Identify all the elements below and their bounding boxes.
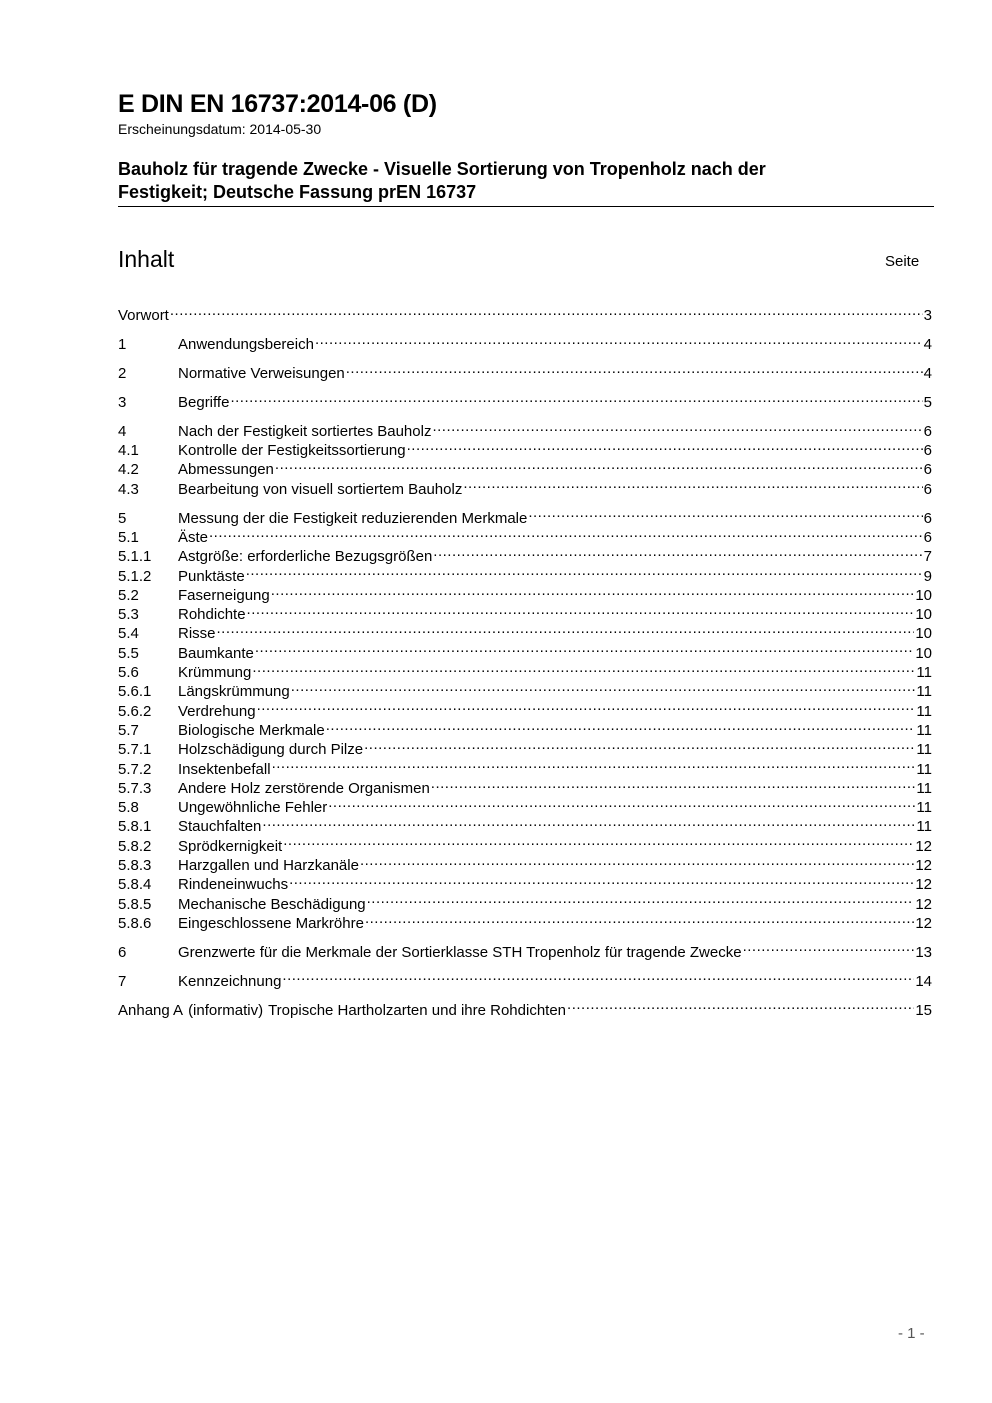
annex-label: Anhang A: [118, 1001, 184, 1019]
toc-leader: [252, 658, 915, 677]
toc-entry-text: Längskrümmung: [178, 683, 290, 701]
toc-leader: [432, 417, 922, 436]
toc-entry-page: 3: [923, 307, 932, 325]
toc-leader: [360, 851, 914, 870]
toc-entry-number: 5.7.3: [118, 779, 152, 797]
toc-entry-number: 7: [118, 972, 127, 990]
toc-entry-text: Krümmung: [178, 664, 252, 682]
toc-leader: [209, 523, 923, 542]
toc-leader: [365, 909, 914, 928]
toc-entry-text: Insektenbefall: [178, 760, 271, 778]
title-line: Festigkeit; Deutsche Fassung prEN 16737: [118, 182, 477, 202]
toc-leader: [346, 359, 923, 378]
toc-entry-page: 11: [916, 760, 932, 778]
toc-leader: [364, 735, 915, 754]
toc-entry-text: Ungewöhnliche Fehler: [178, 799, 328, 817]
toc-leader: [315, 330, 923, 349]
toc-entry-number: 5.8.3: [118, 856, 152, 874]
toc-entry-page: 12: [915, 914, 932, 932]
toc-entry-page: 9: [923, 567, 932, 585]
toc-entry-number: 5.2: [118, 586, 139, 604]
toc-entry-number: 5.1.2: [118, 567, 152, 585]
toc-entry[interactable]: [118, 301, 932, 325]
page-number: - 1 -: [898, 1325, 925, 1342]
toc-entry-text: Holzschädigung durch Pilze: [178, 741, 364, 759]
toc-entry-text: Verdrehung: [178, 702, 256, 720]
toc-entry-number: 5.7.2: [118, 760, 152, 778]
toc-entry-page: 10: [915, 644, 932, 662]
toc-entry-number: 1: [118, 336, 127, 354]
toc-leader: [247, 600, 915, 619]
toc-entry[interactable]: [118, 359, 932, 383]
toc-entry-text: Mechanische Beschädigung: [178, 895, 366, 913]
toc-entry-number: 3: [118, 393, 127, 411]
toc-leader: [217, 619, 915, 638]
toc-entry-text: Astgröße: erforderliche Bezugsgrößen: [178, 548, 433, 566]
toc-entry-page: 11: [916, 799, 932, 817]
toc-entry-text: Begriffe: [178, 393, 230, 411]
toc-entry-page: 6: [923, 442, 932, 460]
toc-entry-page: 12: [915, 837, 932, 855]
toc-entry-page: 11: [916, 818, 932, 836]
toc-leader: [743, 937, 915, 956]
toc-entry-text: Abmessungen: [178, 461, 274, 479]
toc-entry-number: 5.1: [118, 528, 139, 546]
toc-entry-number: 6: [118, 943, 127, 961]
toc-entry-page: 10: [915, 606, 932, 624]
toc-entry-page: 14: [915, 972, 932, 990]
toc-entry-number: 5.6: [118, 664, 139, 682]
toc-entry-page: 12: [915, 895, 932, 913]
toc-entry-number: 5.8: [118, 799, 139, 817]
toc-entry[interactable]: [118, 966, 932, 990]
toc-heading: Inhalt: [118, 246, 175, 272]
toc-entry-number: 5.3: [118, 606, 139, 624]
toc-leader: [289, 870, 914, 889]
toc-entry-text: Kontrolle der Festigkeitssortierung: [178, 442, 406, 460]
toc-leader: [257, 696, 916, 715]
toc-leader: [291, 677, 916, 696]
toc-entry-page: 5: [923, 393, 932, 411]
toc-entry-text: Faserneigung: [178, 586, 270, 604]
toc-entry-number: 5.6.2: [118, 702, 152, 720]
publication-date: Erscheinungsdatum: 2014-05-30: [118, 121, 322, 137]
toc-entry-page: 11: [916, 779, 932, 797]
toc-entry-text: Sprödkernigkeit: [178, 837, 283, 855]
toc-entry-page: 11: [916, 702, 932, 720]
toc-page-column-label: Seite: [885, 253, 920, 270]
toc-entry-text: Vorwort: [118, 307, 169, 325]
toc-entry-number: 5.6.1: [118, 683, 152, 701]
toc-entry-number: 5.8.6: [118, 914, 152, 932]
title-line: Bauholz für tragende Zwecke - Visuelle Sortierung von Tropenholz nach der: [118, 159, 766, 179]
toc-leader: [326, 716, 916, 735]
toc-entry-page: 4: [923, 336, 932, 354]
toc-leader: [230, 388, 922, 407]
toc-leader: [283, 831, 914, 850]
title-divider: [118, 206, 934, 207]
toc-leader: [433, 542, 922, 561]
toc-entry[interactable]: [118, 417, 932, 440]
toc-entry-text: Risse: [178, 625, 216, 643]
toc-entry-page: 11: [916, 721, 932, 739]
toc-entry[interactable]: [118, 330, 932, 354]
toc-entry-page: 12: [915, 876, 932, 894]
toc-entry-page: 6: [923, 461, 932, 479]
toc-leader: [567, 995, 914, 1014]
toc-entry-text: Messung der die Festigkeit reduzierenden Merkmale: [178, 509, 528, 527]
document-id: E DIN EN 16737:2014-06 (D): [118, 90, 437, 118]
toc-entry-number: 4.1: [118, 442, 139, 460]
toc-entry-number: 2: [118, 365, 127, 383]
toc-entry-text: Nach der Festigkeit sortiertes Bauholz: [178, 422, 432, 440]
toc-entry-number: 5.8.1: [118, 818, 152, 836]
toc-leader: [407, 436, 923, 455]
toc-entry-text: Biologische Merkmale: [178, 721, 325, 739]
toc-leader: [170, 301, 923, 320]
toc-entry-text: Baumkante: [178, 644, 254, 662]
toc-entry[interactable]: [118, 638, 932, 662]
toc-leader: [431, 774, 916, 793]
toc-entry-text: Grenzwerte für die Merkmale der Sortierklasse STH Tropenholz für tragende Zwecke: [178, 943, 742, 961]
toc-entry-number: 4: [118, 422, 127, 440]
toc-entry-number: 5.7: [118, 721, 139, 739]
toc-entry[interactable]: [118, 619, 932, 643]
toc-entry-number: 5.4: [118, 625, 139, 643]
table-of-contents: [118, 301, 932, 1019]
toc-entry-number: 5.7.1: [118, 741, 152, 759]
toc-entry[interactable]: [118, 937, 932, 961]
toc-leader: [272, 754, 916, 773]
annex-info-label: (informativ): [188, 1001, 264, 1019]
toc-entry-number: 4.3: [118, 480, 139, 498]
toc-entry-text: Bearbeitung von visuell sortiertem Bauholz: [178, 480, 463, 498]
toc-entry-text: Kennzeichnung: [178, 972, 282, 990]
toc-entry-page: 11: [916, 683, 932, 701]
toc-entry[interactable]: [118, 503, 932, 527]
toc-entry-number: 5: [118, 509, 127, 527]
toc-entry-page: 13: [915, 943, 932, 961]
toc-leader: [275, 455, 923, 474]
toc-leader: [255, 638, 914, 657]
toc-entry-annex[interactable]: [118, 995, 932, 1019]
toc-entry-page: 11: [916, 741, 932, 759]
toc-entry-text: Anwendungsbereich: [178, 336, 314, 354]
annex-title: Tropische Hartholzarten und ihre Rohdichten: [268, 1001, 567, 1019]
toc-leader: [246, 561, 923, 580]
toc-entry-text: Rindeneinwuchs: [178, 876, 289, 894]
toc-leader: [463, 474, 922, 493]
toc-leader: [367, 889, 915, 908]
toc-entry-page: 12: [915, 856, 932, 874]
toc-entry-number: 4.2: [118, 461, 139, 479]
toc-entry-number: 5.8.2: [118, 837, 152, 855]
toc-entry-page: 6: [923, 480, 932, 498]
toc-entry-text: Andere Holz zerstörende Organismen: [178, 779, 430, 797]
document-title: [118, 158, 878, 204]
toc-entry[interactable]: [118, 388, 932, 411]
toc-entry-number: 5.8.4: [118, 876, 152, 894]
toc-entry-page: 15: [915, 1001, 932, 1019]
toc-leader: [282, 966, 914, 985]
toc-entry[interactable]: [118, 523, 932, 546]
toc-leader: [262, 812, 915, 831]
toc-entry-number: 5.8.5: [118, 895, 152, 913]
toc-leader: [528, 503, 922, 522]
toc-entry-text: Eingeschlossene Markröhre: [178, 914, 364, 932]
toc-leader: [328, 793, 915, 812]
toc-entry-page: 4: [923, 365, 932, 383]
toc-entry-page: 6: [923, 422, 932, 440]
toc-entry-text: Normative Verweisungen: [178, 365, 345, 383]
toc-entry-page: 7: [923, 548, 932, 566]
toc-entry-number: 5.1.1: [118, 548, 152, 566]
toc-entry-text: Äste: [178, 528, 209, 546]
toc-entry-text: Harzgallen und Harzkanäle: [178, 856, 359, 874]
toc-entry-text: Punktäste: [178, 567, 245, 585]
toc-entry-number: 5.5: [118, 644, 139, 662]
toc-entry-page: 10: [915, 625, 932, 643]
toc-entry-page: 6: [923, 509, 932, 527]
toc-entry-page: 11: [916, 664, 932, 682]
toc-leader: [271, 581, 915, 600]
toc-entry[interactable]: [118, 542, 932, 566]
toc-entry-page: 10: [915, 586, 932, 604]
toc-entry-text: Stauchfalten: [178, 818, 262, 836]
toc-entry-text: Rohdichte: [178, 606, 246, 624]
toc-entry-page: 6: [923, 528, 932, 546]
